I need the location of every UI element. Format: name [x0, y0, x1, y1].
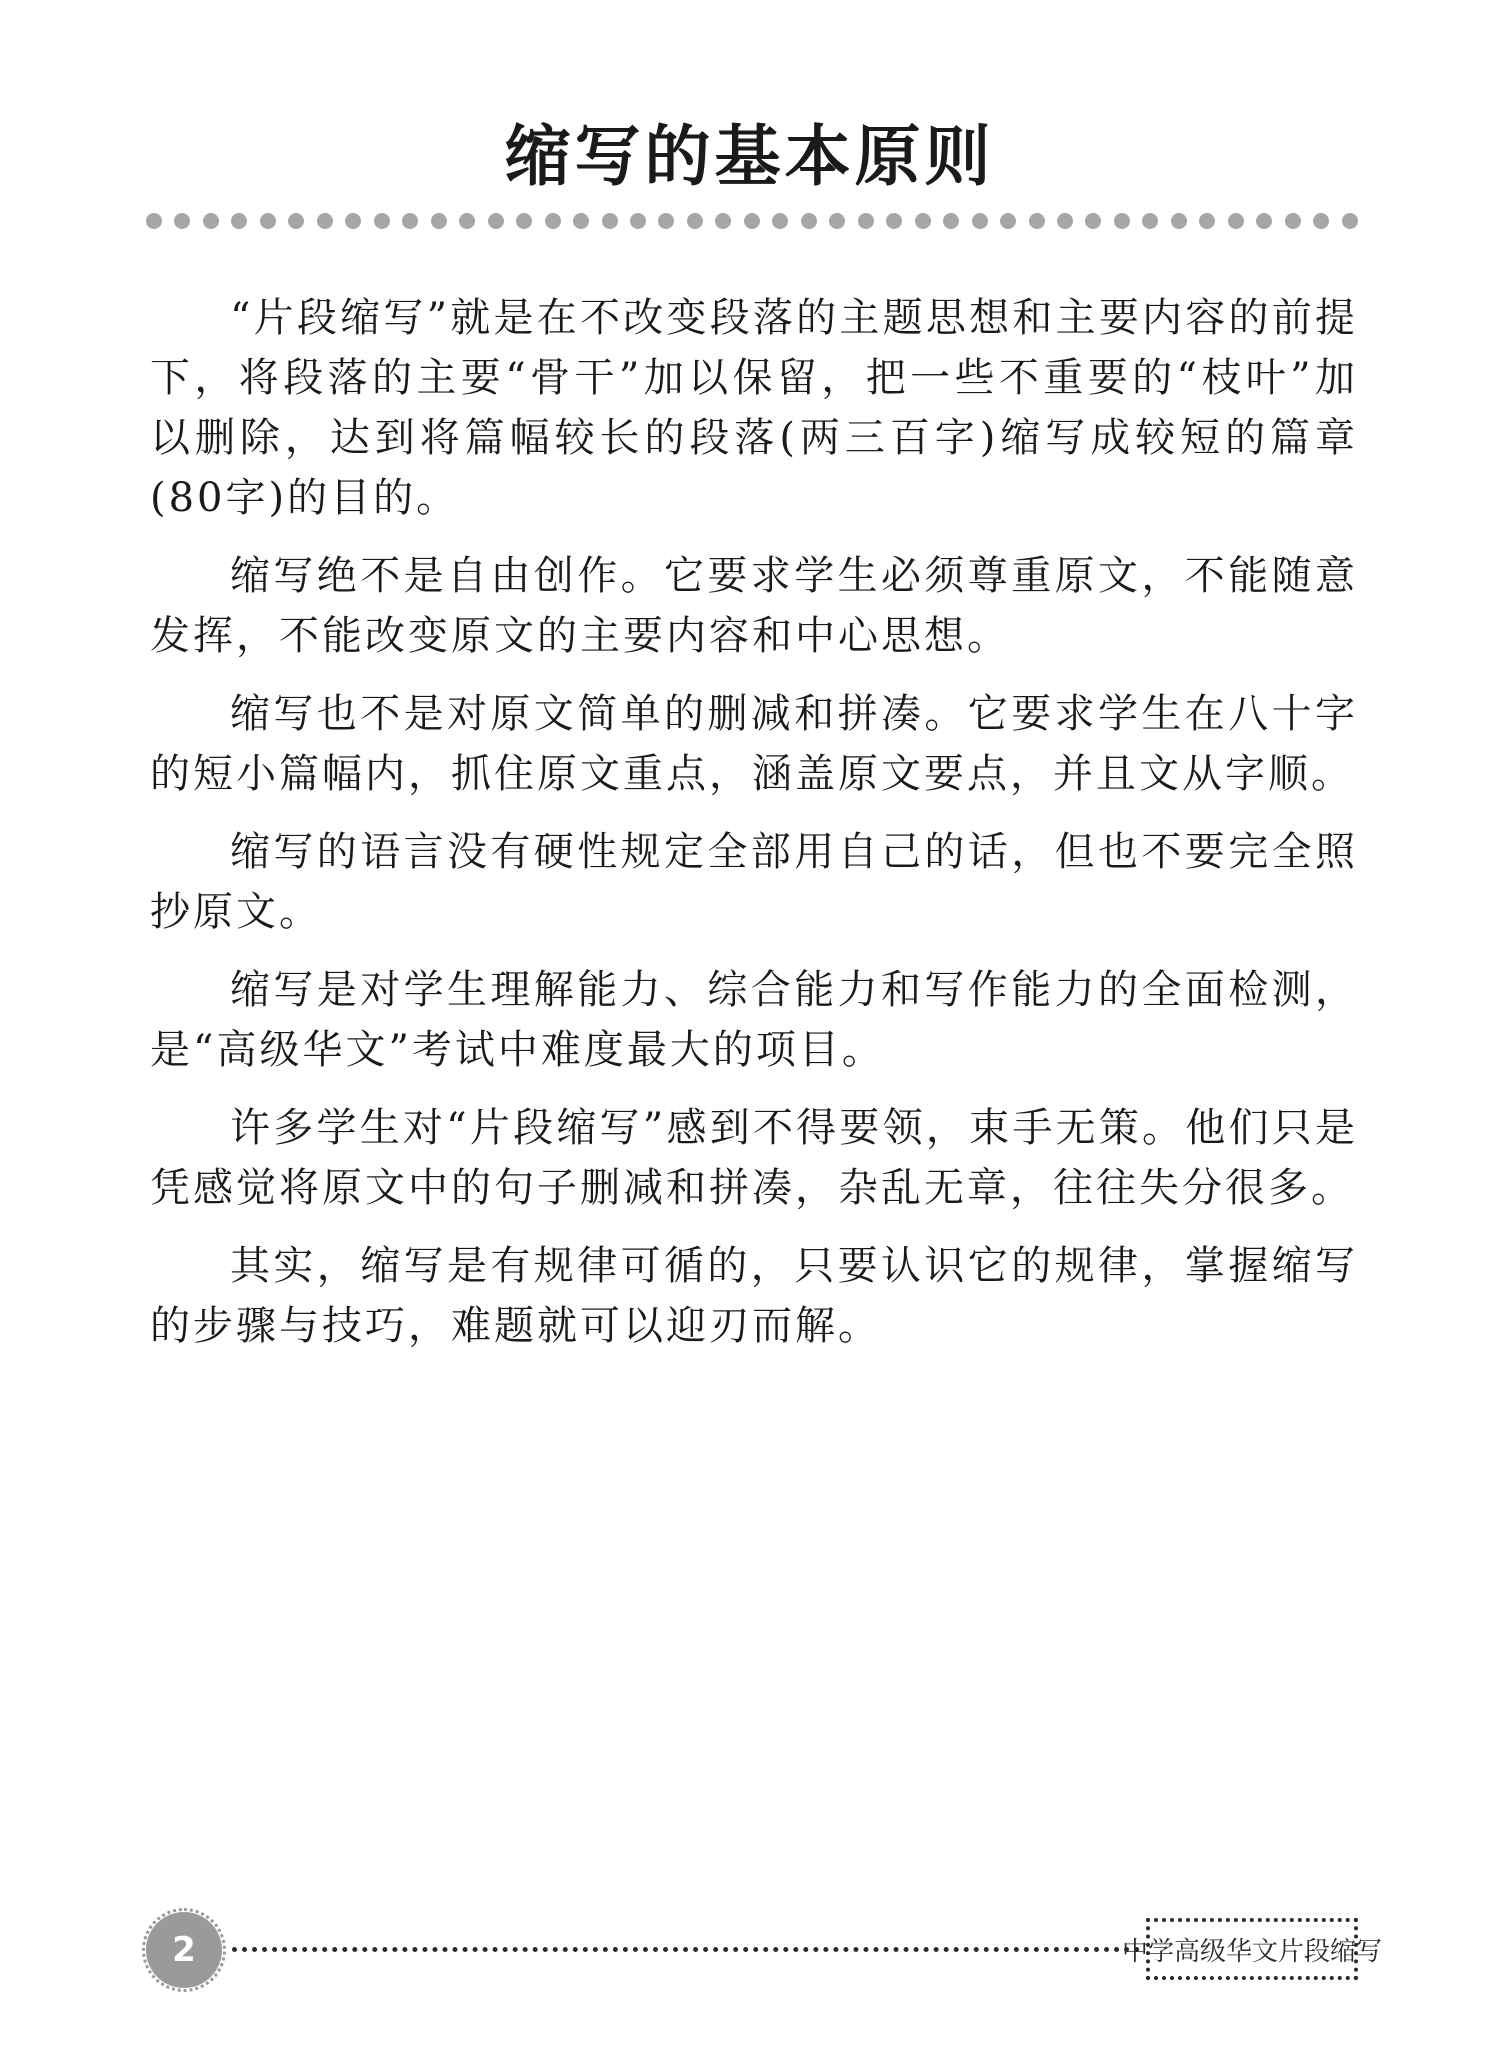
divider-dot	[516, 213, 532, 229]
divider-dot	[1114, 213, 1130, 229]
divider-dot	[630, 213, 646, 229]
divider-dot	[459, 213, 475, 229]
divider-dot	[1171, 213, 1187, 229]
divider-dot	[658, 213, 674, 229]
page-title: 缩写的基本原则	[504, 118, 995, 195]
divider-dot	[858, 213, 874, 229]
divider-dot	[801, 213, 817, 229]
paragraph: “片段缩写”就是在不改变段落的主题思想和主要内容的前提下，将段落的主要“骨干”加以保留，把一些不重要的“枝叶”加以删除，达到将篇幅较长的段落(两三百字)缩写成较短的篇章(80字)的目的。	[150, 295, 1358, 521]
footer-dotted-rule	[232, 1947, 1140, 1952]
divider-dot	[260, 213, 276, 229]
page-footer	[146, 1912, 1383, 1990]
body-text	[150, 288, 1358, 1374]
divider-dot	[1285, 213, 1301, 229]
divider-dot	[488, 213, 504, 229]
divider-dot	[545, 213, 561, 229]
divider-dot	[715, 213, 731, 229]
divider-dot	[288, 213, 304, 229]
divider-dot	[972, 213, 988, 229]
divider-dot	[1256, 213, 1272, 229]
divider-dot	[886, 213, 902, 229]
divider-dot	[602, 213, 618, 229]
divider-dot	[1057, 213, 1073, 229]
divider-dot	[231, 213, 247, 229]
page-number-badge: 2	[146, 1912, 222, 1988]
divider-dot	[374, 213, 390, 229]
book-title-label: 中学高级华文片段缩写	[1146, 1918, 1358, 1980]
divider-dot	[1000, 213, 1016, 229]
divider-dot	[146, 213, 162, 229]
divider-dot	[1199, 213, 1215, 229]
divider-dot	[1142, 213, 1158, 229]
divider-dot	[1085, 213, 1101, 229]
divider-dot	[772, 213, 788, 229]
divider-dot	[687, 213, 703, 229]
paragraph: 缩写是对学生理解能力、综合能力和写作能力的全面检测，是“高级华文”考试中难度最大的项目。	[150, 967, 1358, 1073]
title-dotted-divider	[146, 206, 1358, 236]
divider-dot	[1228, 213, 1244, 229]
paragraph: 缩写绝不是自由创作。它要求学生必须尊重原文，不能随意发挥，不能改变原文的主要内容和中心思想。	[150, 553, 1358, 659]
paragraph: 缩写也不是对原文简单的删减和拼凑。它要求学生在八十字的短小篇幅内，抓住原文重点，涵盖原文要点，并且文从字顺。	[150, 691, 1358, 797]
divider-dot	[345, 213, 361, 229]
paragraph: 其实，缩写是有规律可循的，只要认识它的规律，掌握缩写的步骤与技巧，难题就可以迎刃而解。	[150, 1243, 1358, 1349]
divider-dot	[1313, 213, 1329, 229]
divider-dot	[915, 213, 931, 229]
divider-dot	[203, 213, 219, 229]
paragraph: 许多学生对“片段缩写”感到不得要领，束手无策。他们只是凭感觉将原文中的句子删减和拼凑，杂乱无章，往往失分很多。	[150, 1105, 1358, 1211]
paragraph: 缩写的语言没有硬性规定全部用自己的话，但也不要完全照抄原文。	[150, 829, 1358, 935]
divider-dot	[317, 213, 333, 229]
divider-dot	[943, 213, 959, 229]
divider-dot	[174, 213, 190, 229]
divider-dot	[402, 213, 418, 229]
divider-dot	[1342, 213, 1358, 229]
divider-dot	[1029, 213, 1045, 229]
divider-dot	[431, 213, 447, 229]
divider-dot	[829, 213, 845, 229]
divider-dot	[744, 213, 760, 229]
divider-dot	[573, 213, 589, 229]
